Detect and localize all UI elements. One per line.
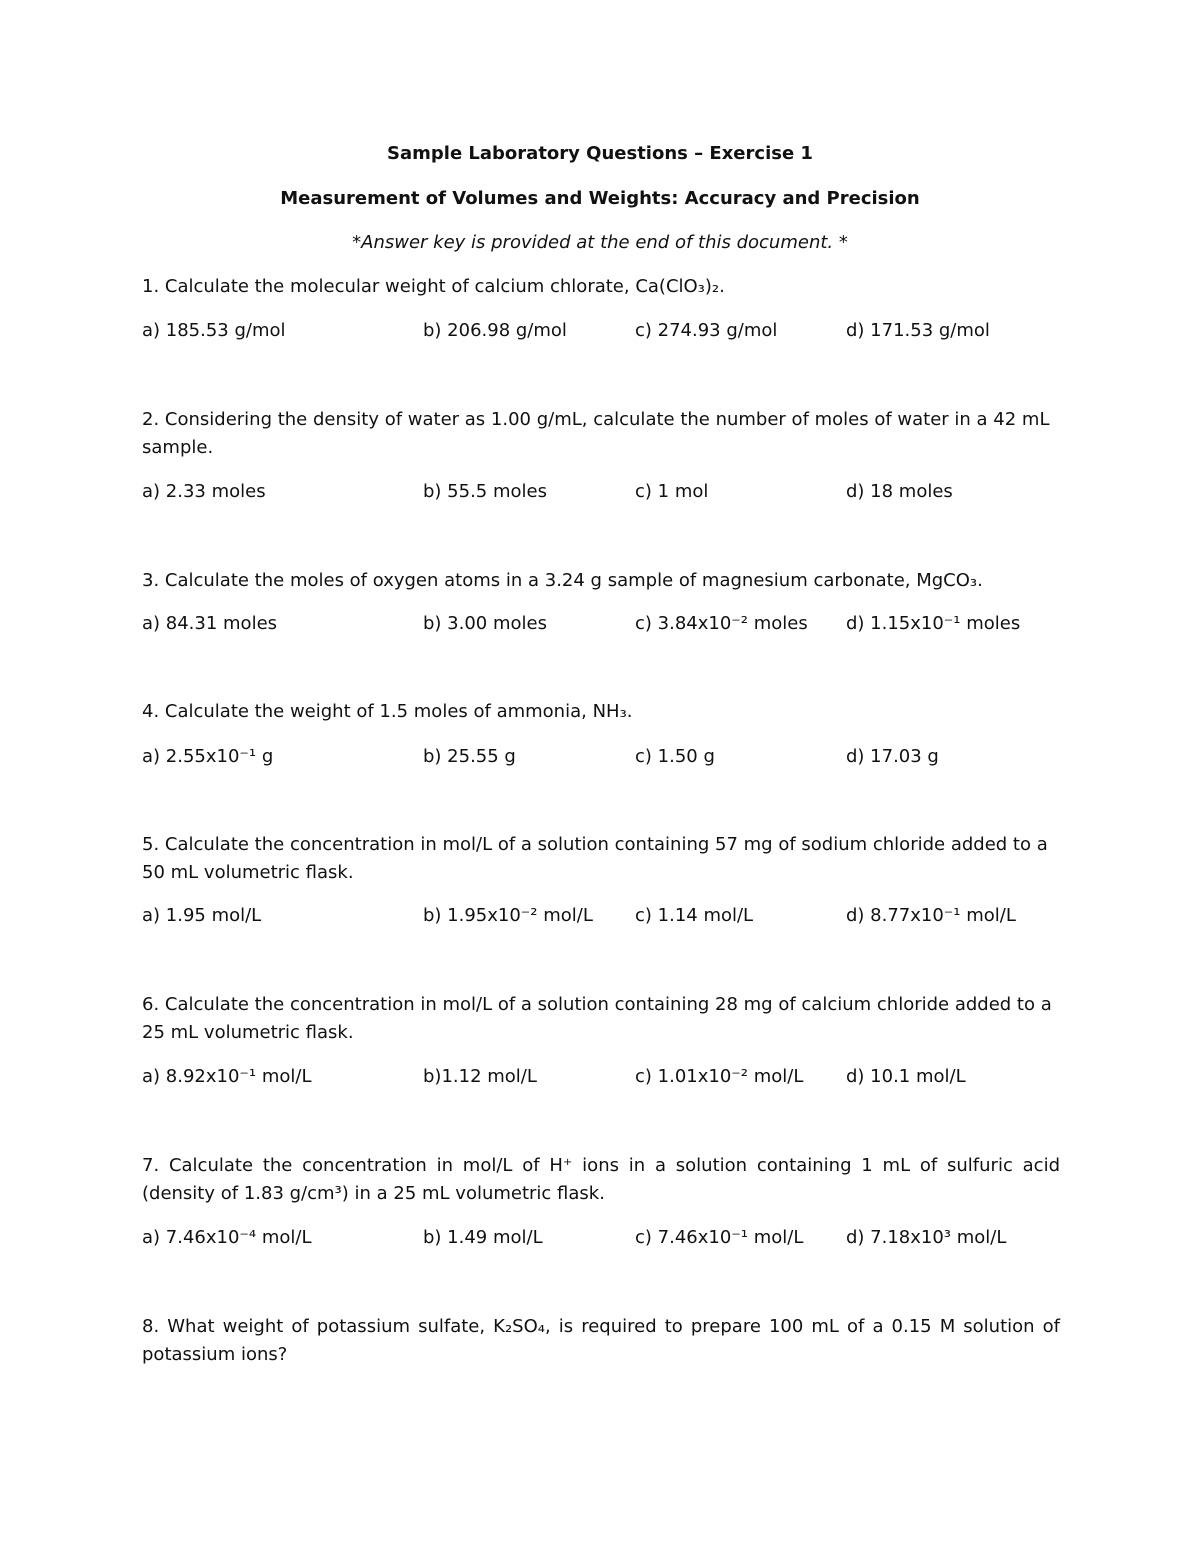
question-8-text: 8. What weight of potassium sulfate, K₂SO₄, is required to prepare 100 mL of a 0.15 M solution of potassium ions? (142, 1316, 1060, 1365)
question-4-option-d: d) 17.03 g (846, 746, 939, 767)
question-2-option-b: b) 55.5 moles (423, 481, 547, 502)
question-3-option-a: a) 84.31 moles (142, 613, 278, 634)
question-1-option-a: a) 185.53 g/mol (142, 320, 286, 341)
question-5-option-a: a) 1.95 mol/L (142, 905, 262, 926)
question-1-text: 1. Calculate the molecular weight of calcium chlorate, Ca(ClO₃)₂. (142, 276, 725, 297)
question-6-text: 6. Calculate the concentration in mol/L of a solution containing 28 mg of calcium chloride added to a 25 mL volumetric flask. (142, 994, 1052, 1043)
question-6-option-d: d) 10.1 mol/L (846, 1066, 966, 1087)
question-7-option-a: a) 7.46x10⁻⁴ mol/L (142, 1227, 312, 1248)
question-5-option-d: d) 8.77x10⁻¹ mol/L (846, 905, 1016, 926)
question-2-option-d: d) 18 moles (846, 481, 953, 502)
question-6-option-b: b)1.12 mol/L (423, 1066, 537, 1087)
question-7-option-b: b) 1.49 mol/L (423, 1227, 543, 1248)
page-title: Sample Laboratory Questions – Exercise 1 (387, 143, 813, 164)
question-4-option-a: a) 2.55x10⁻¹ g (142, 746, 274, 767)
question-3-option-c: c) 3.84x10⁻² moles (635, 613, 808, 634)
question-2-text: 2. Considering the density of water as 1.00 g/mL, calculate the number of moles of water in a 42 mL sample. (142, 409, 1050, 458)
question-5-text: 5. Calculate the concentration in mol/L of a solution containing 57 mg of sodium chloride added to a 50 mL volumetric flask. (142, 834, 1048, 883)
question-3-text: 3. Calculate the moles of oxygen atoms in a 3.24 g sample of magnesium carbonate, MgCO₃. (142, 570, 983, 591)
question-1-option-b: b) 206.98 g/mol (423, 320, 567, 341)
question-1-option-c: c) 274.93 g/mol (635, 320, 778, 341)
question-7-option-c: c) 7.46x10⁻¹ mol/L (635, 1227, 804, 1248)
question-2-option-c: c) 1 mol (635, 481, 709, 502)
question-2-option-a: a) 2.33 moles (142, 481, 266, 502)
question-7-option-d: d) 7.18x10³ mol/L (846, 1227, 1007, 1248)
question-4-option-b: b) 25.55 g (423, 746, 516, 767)
page-subtitle: Measurement of Volumes and Weights: Accuracy and Precision (280, 188, 920, 209)
question-6-option-a: a) 8.92x10⁻¹ mol/L (142, 1066, 312, 1087)
answer-key-note: *Answer key is provided at the end of this document. * (352, 232, 848, 253)
question-3-option-d: d) 1.15x10⁻¹ moles (846, 613, 1021, 634)
question-3-option-b: b) 3.00 moles (423, 613, 547, 634)
question-5-option-c: c) 1.14 mol/L (635, 905, 754, 926)
question-7-text: 7. Calculate the concentration in mol/L of H⁺ ions in a solution containing 1 mL of sulfuric acid (density of 1.83 g/cm³) in a 25 mL volumetric flask. (142, 1155, 1060, 1204)
question-5-option-b: b) 1.95x10⁻² mol/L (423, 905, 593, 926)
question-4-option-c: c) 1.50 g (635, 746, 715, 767)
question-4-text: 4. Calculate the weight of 1.5 moles of ammonia, NH₃. (142, 701, 633, 722)
question-6-option-c: c) 1.01x10⁻² mol/L (635, 1066, 804, 1087)
question-1-option-d: d) 171.53 g/mol (846, 320, 990, 341)
